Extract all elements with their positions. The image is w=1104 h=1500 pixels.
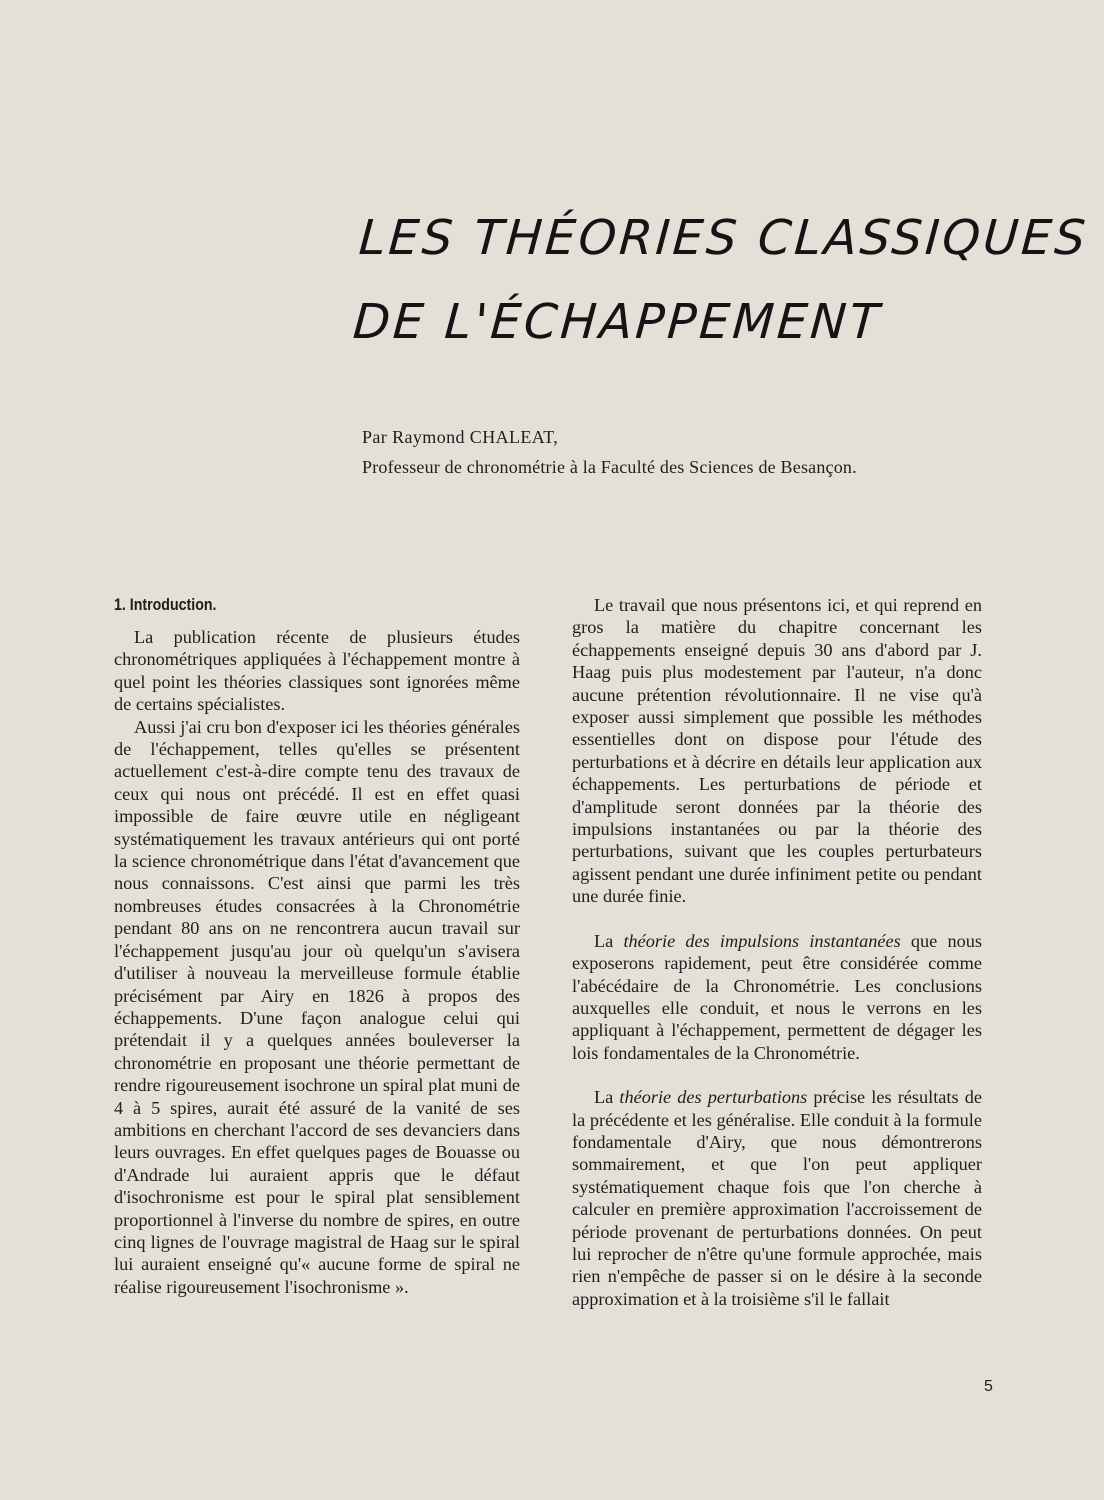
left-paragraph-2: Aussi j'ai cru bon d'exposer ici les théories générales de l'échappement, telles qu'elles se présentent actuellement c'est-à-dire compte tenu des travaux de ceux qui nous ont précédé. Il est en effet quasi impossible de faire œuvre utile en négligeant systématiquement les travaux antérieurs qui ont porté la science chronométrique dans l'état d'avancement que nous connaissons. C'est ainsi que parmi les très nombreuses études consacrées à la Chronométrie pendant 80 ans on ne rencontrera aucun travail sur l'échappement jusqu'au jour où quelqu'un s'avisera d'utiliser à nouveau la merveilleuse formule établie précisément par Airy en 1826 à propos des échappements. D'une façon analogue celui qui prétendait il y a quelques années bouleverser la chronométrie en proposant une théorie permettant de rendre rigoureusement isochrone un spiral plat muni de 4 à 5 spires, aurait été assuré de la vanité de ses ambitions en cherchant l'accord de ses devanciers dans leurs ouvrages. En effet quelques pages de Bouasse ou d'Andrade lui auraient appris que le défaut d'isochronisme est pour le spiral plat sensiblement proportionnel à l'inverse du nombre de spires, en outre cinq lignes de l'ouvrage magistral de Haag sur le spiral lui auraient enseigné qu'« aucune forme de spiral ne réalise rigoureusement l'isochronisme ». [114,716,520,1297]
author-byline: Par Raymond CHALEAT, [362,427,559,447]
article-title [350,196,1091,364]
right-paragraph-3 [572,1086,982,1310]
right-paragraph-3-lead: La [594,1087,620,1108]
right-paragraph-2-rest: que nous exposerons rapidement, peut être considérée comme l'abécédaire de la Chronométrie. Les conclusions auxquelles elle conduit, et nous le verrons en les appliquant à l'échappement, permettent de dégager les lois fondamentales de la Chronométrie. [572,930,982,1063]
section-heading: 1. Introduction. [114,596,217,614]
left-paragraph-1: La publication récente de plusieurs études chronométriques appliquées à l'échappement montre à quel point les théories classiques sont ignorées même de certains spécialistes. [114,627,520,715]
right-paragraph-2-lead: La [594,930,624,951]
article-title-line-1: LES THÉORIES CLASSIQUES [357,210,1091,266]
author-affiliation: Professeur de chronométrie à la Faculté des Sciences de Besançon. [362,457,857,477]
page-number: 5 [984,1378,993,1395]
article-title-line-2: DE L'ÉCHAPPEMENT [351,294,884,350]
right-paragraph-3-emphasis: théorie des perturbations [619,1087,808,1108]
right-column [572,594,982,1310]
right-paragraph-2-emphasis: théorie des impulsions instantanées [623,930,901,951]
left-column [114,594,520,1298]
right-paragraph-2 [572,930,982,1064]
right-paragraph-1: Le travail que nous présentons ici, et qui reprend en gros la matière du chapitre concernant les échappements enseigné depuis 30 ans d'abord par J. Haag puis plus modestement par l'auteur, n'a donc aucune prétention révolutionnaire. Il ne vise qu'à exposer aussi simplement que possible les méthodes essentielles dont on dispose pour l'étude des perturbations et à décrire en détails leur application aux échappements. Les perturbations de période et d'amplitude seront données par la théorie des impulsions instantanées ou par la théorie des perturbations, suivant que les couples perturbateurs agissent pendant une durée infiniment petite ou pendant une durée finie. [572,595,982,907]
right-paragraph-3-rest: précise les résultats de la précédente et les généralise. Elle conduit à la formule fondamentale d'Airy, que nous démontrerons sommairement, et que l'on peut appliquer systématiquement chaque fois que l'on cherche à calculer en première approximation l'accroissement de période provenant de perturbations données. On peut lui reprocher de n'être qu'une formule approchée, mais rien n'empêche de passer si on le désire à la seconde approximation et à la troisième s'il le fallait [572,1087,982,1309]
